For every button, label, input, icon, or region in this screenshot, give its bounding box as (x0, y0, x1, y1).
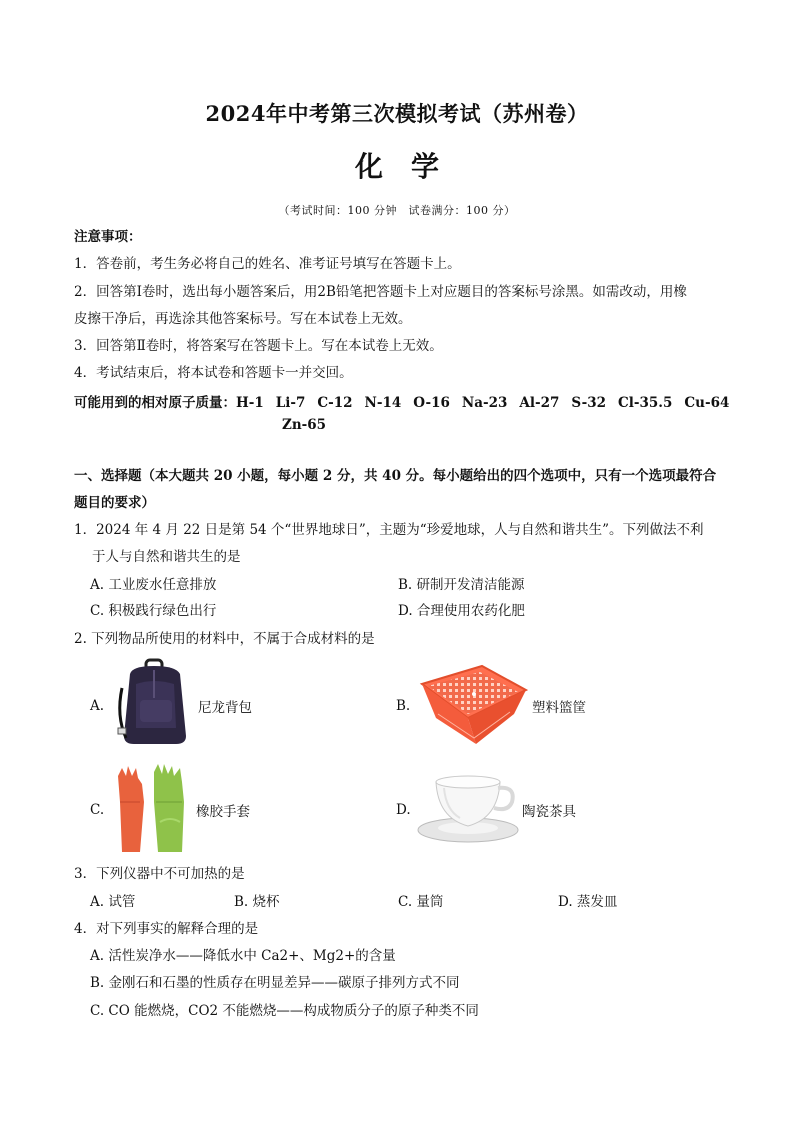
notice-item-2-cont: 皮擦干净后，再选涂其他答案标号。写在本试卷上无效。 (74, 311, 412, 327)
plastic-basket-image (418, 664, 528, 746)
q1-option-b: B. 研制开发清洁能源 (398, 577, 525, 593)
q3-option-d: D. 蒸发皿 (558, 894, 618, 910)
notice-item-2: 2．回答第Ⅰ卷时，选出每小题答案后，用2B铅笔把答题卡上对应题目的答案标号涂黑。如需改动，用橡 (74, 284, 687, 300)
atomic-masses (74, 391, 741, 411)
atomic-masses-label: 可能用到的相对原子质量： (74, 395, 236, 411)
q2-option-a-letter: A. (90, 698, 105, 714)
atomic-mass: Cl-35.5 (618, 395, 673, 411)
q2-option-b-letter: B. (396, 698, 411, 714)
subject-title: 化学 (354, 150, 467, 183)
section-heading-cont: 题目的要求） (74, 495, 155, 511)
atomic-mass: N-14 (364, 395, 402, 411)
q3-option-c: C. 量筒 (398, 894, 444, 910)
q2-option-d-letter: D. (396, 802, 411, 818)
q2-option-d-label: 陶瓷茶具 (522, 804, 576, 820)
q2-option-c-label: 橡胶手套 (196, 804, 250, 820)
notice-heading: 注意事项： (74, 229, 142, 245)
atomic-mass: O-16 (413, 395, 450, 411)
notice-item-3: 3．回答第Ⅱ卷时，将答案写在答题卡上。写在本试卷上无效。 (74, 338, 443, 354)
q1-option-d: D. 合理使用农药化肥 (398, 603, 525, 619)
ceramic-teacup-image (416, 772, 520, 844)
q3-stem: 3．下列仪器中不可加热的是 (74, 866, 245, 882)
q4-option-c: C. CO 能燃烧，CO2 不能燃烧——构成物质分子的原子种类不同 (90, 1003, 479, 1019)
q4-option-a: A. 活性炭净水——降低水中 Ca2+、Mg2+的含量 (90, 948, 396, 964)
q4-option-b: B. 金刚石和石墨的性质存在明显差异——碳原子排列方式不同 (90, 975, 460, 991)
notice-item-4: 4．考试结束后，将本试卷和答题卡一并交回。 (74, 365, 353, 381)
q2-option-c-letter: C. (90, 802, 105, 818)
atomic-mass: Li-7 (275, 395, 306, 411)
q2-option-a-label: 尼龙背包 (198, 700, 252, 716)
q1-option-c: C. 积极践行绿色出行 (90, 603, 217, 619)
section-heading: 一、选择题（本大题共 20 小题，每小题 2 分，共 40 分。每小题给出的四个选项中，只有一个选项最符合 (74, 468, 717, 484)
q2-stem: 2. 下列物品所使用的材料中，不属于合成材料的是 (74, 631, 375, 647)
atomic-mass: C-12 (317, 395, 353, 411)
q3-option-a: A. 试管 (90, 894, 136, 910)
q1-stem-cont: 于人与自然和谐共生的是 (92, 549, 241, 565)
q2-option-b-label: 塑料篮筐 (532, 700, 586, 716)
notice-item-1: 1．答卷前，考生务必将自己的姓名、准考证号填写在答题卡上。 (74, 256, 461, 272)
q4-stem: 4．对下列事实的解释合理的是 (74, 921, 259, 937)
atomic-mass: Cu-64 (684, 395, 730, 411)
exam-info: （考试时间：100 分钟 试卷满分：100 分） (278, 204, 516, 217)
page-title: 2024年中考第三次模拟考试（苏州卷） (205, 101, 589, 126)
q1-stem: 1．2024 年 4 月 22 日是第 54 个“世界地球日”，主题为“珍爱地球，人与自然和谐共生”。下列做法不利 (74, 522, 704, 538)
backpack-image (114, 658, 194, 746)
atomic-mass: Al-27 (519, 395, 560, 411)
rubber-gloves-image (110, 762, 194, 854)
q1-option-a: A. 工业废水任意排放 (90, 577, 217, 593)
q3-option-b: B. 烧杯 (234, 894, 280, 910)
atomic-mass-last: Zn-65 (282, 417, 327, 433)
atomic-mass: Na-23 (461, 395, 508, 411)
atomic-mass: S-32 (571, 395, 607, 411)
atomic-mass: H-1 (236, 395, 264, 411)
